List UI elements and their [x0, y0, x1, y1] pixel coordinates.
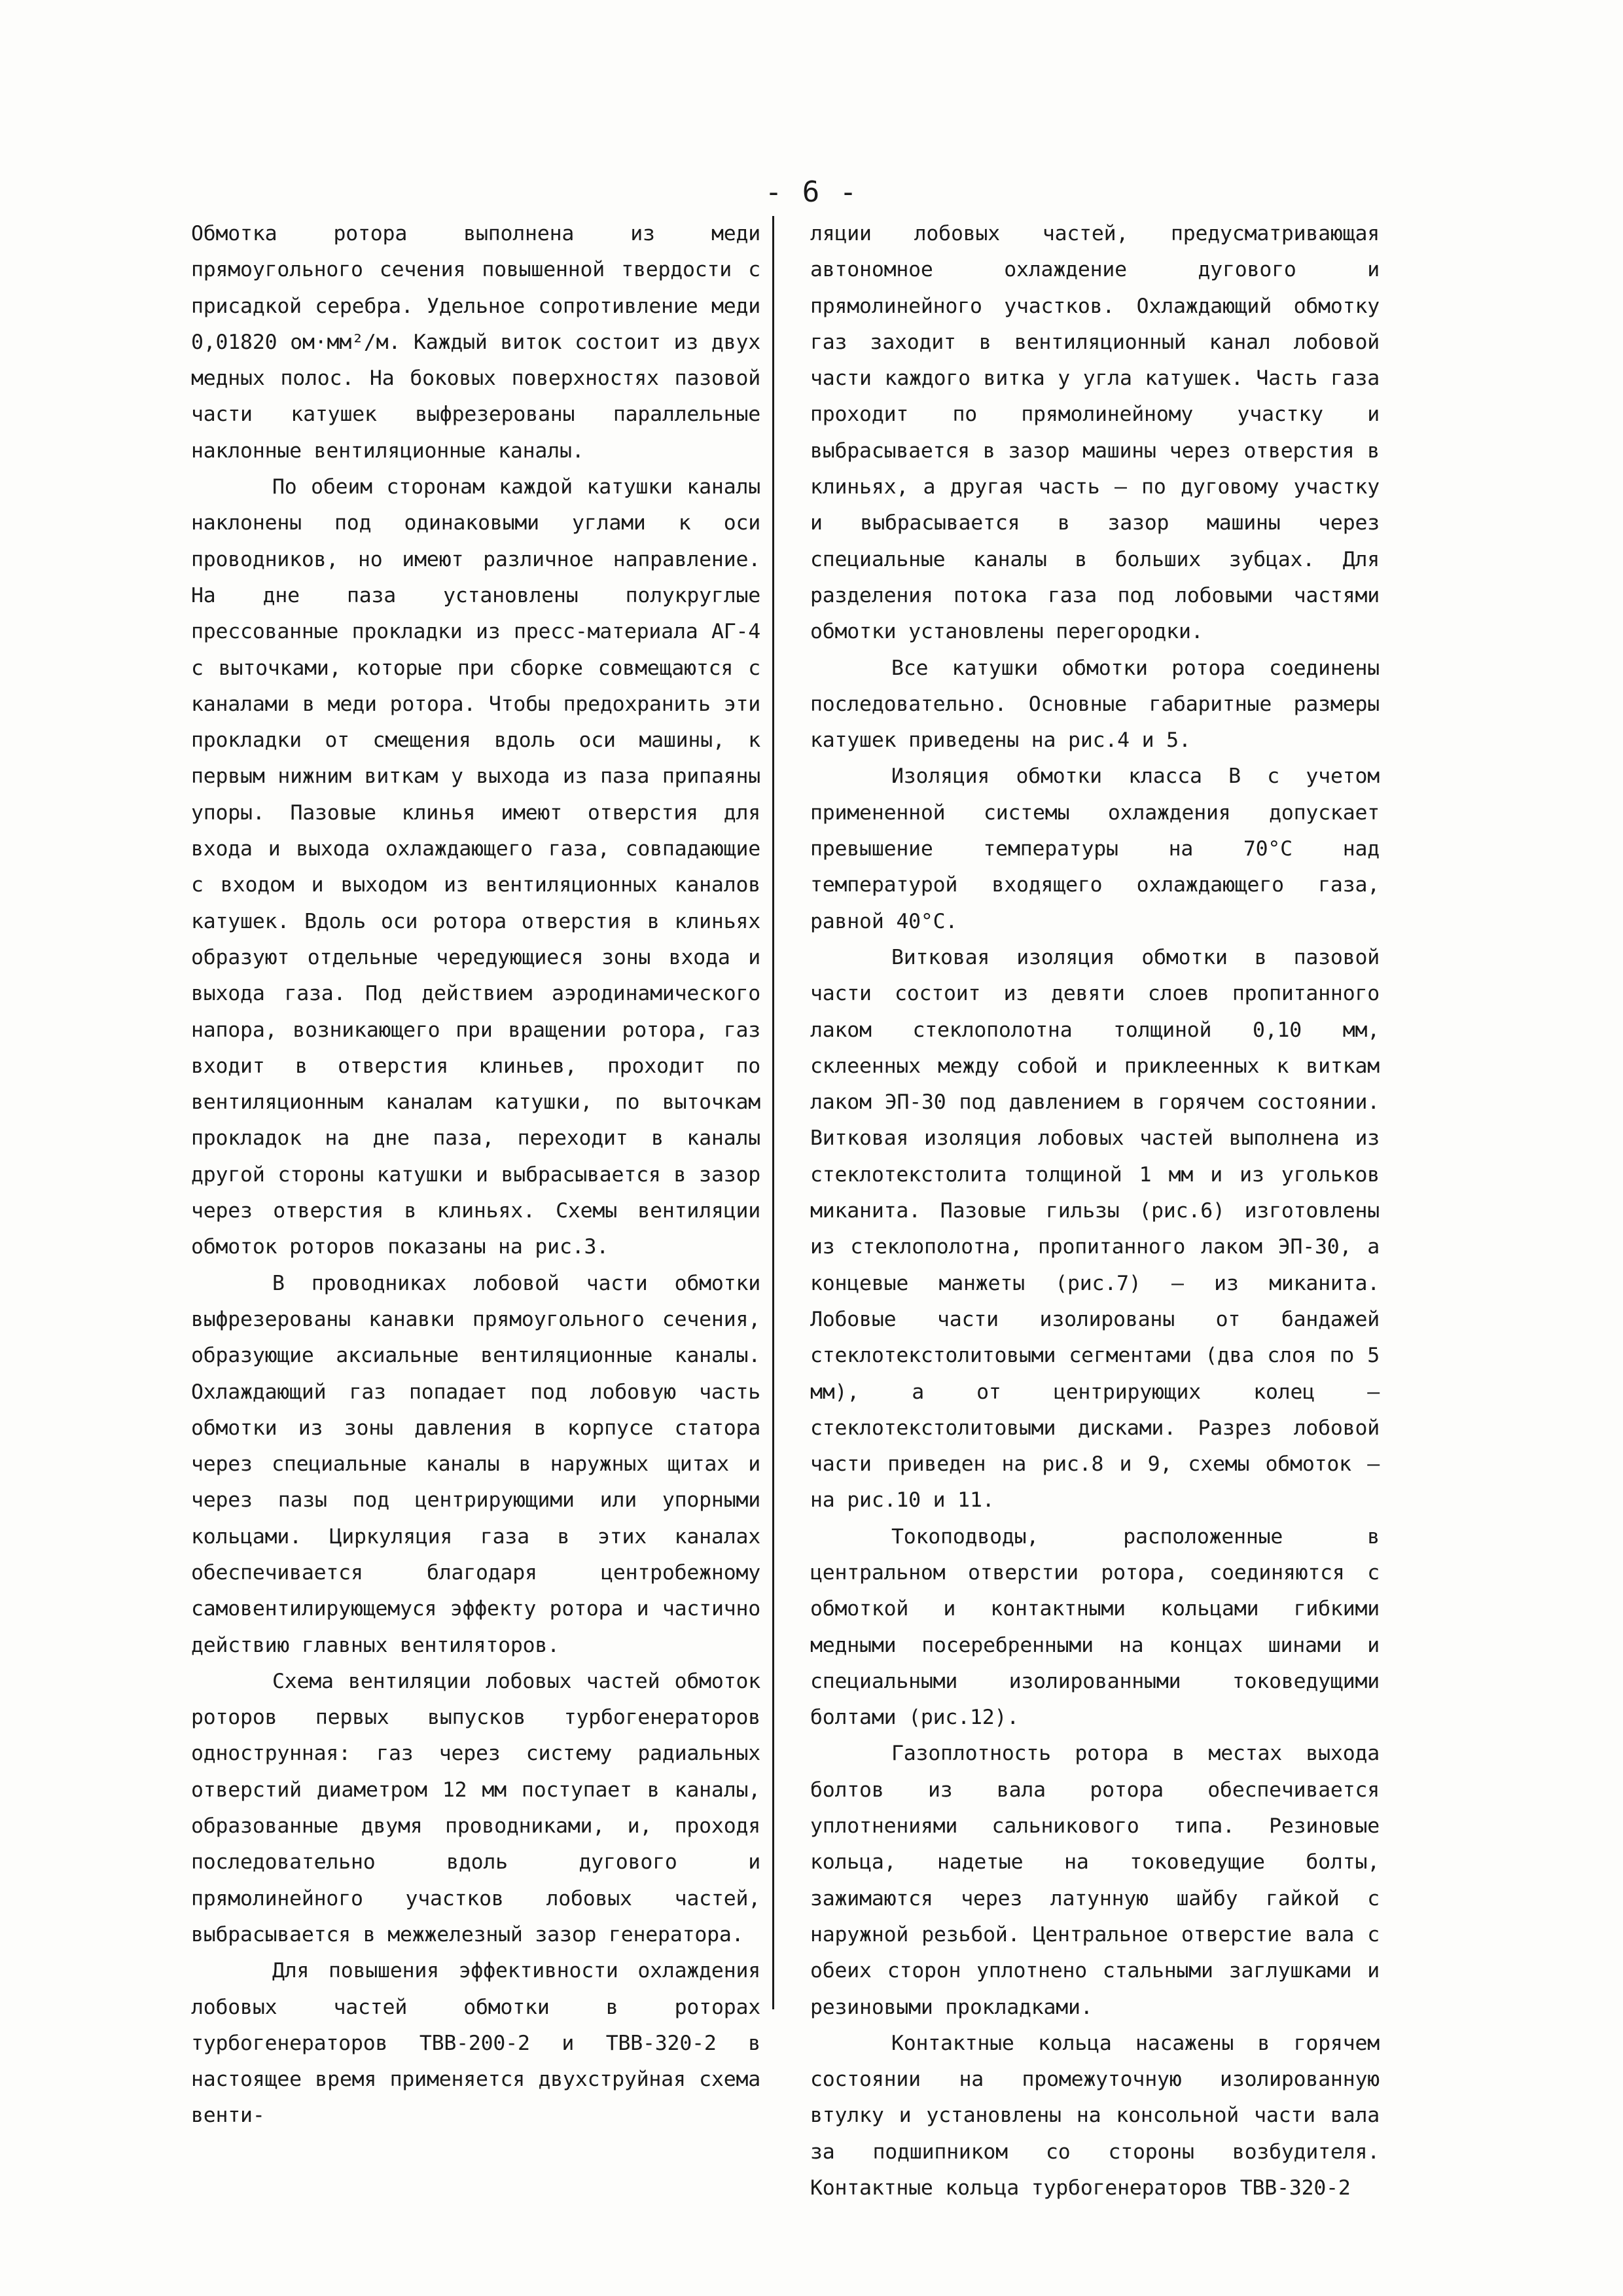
paragraph: Все катушки обмотки ротора соединены последовательно. Основные габаритные размеры катушек приведены на рис.4 и 5. [810, 656, 1380, 753]
right-column [810, 216, 1380, 2206]
paragraph: Изоляция обмотки класса В с учетом примененной системы охлаждения допускает превышение температуры на 70°С над температурой входящего охлаждающего газа, равной 40°С. [810, 764, 1380, 933]
paragraph: Газоплотность ротора в местах выхода болтов из вала ротора обеспечивается уплотнениями сальникового типа. Резиновые кольца, надетые на токоведущие болты, зажимаются через латунную шайбу гайкой с наружной резьбой. Центральное отверстие вала с обеих сторон уплотнено стальными заглушками и резиновыми прокладками. [810, 1742, 1380, 2019]
paragraph: По обеим сторонам каждой катушки каналы наклонены под одинаковыми углами к оси проводников, но имеют различное направление. На дне паза установлены полукруглые прессованные прокладки из пресс-материала АГ-4 с выточками, которые при сборке совмещаются с каналами в меди ротора. Чтобы предохранить эти прокладки от смещения вдоль оси машины, к первым нижним виткам у выхода из паза припаяны упоры. Пазовые клинья имеют отверстия для входа и выхода охлаждающего газа, совпадающие с входом и выходом из вентиляционных каналов катушек. Вдоль оси ротора отверстия в клиньях образуют отдельные чередующиеся зоны входа и выхода газа. Под действием аэродинамического напора, возникающего при вращении ротора, газ входит в отверстия клиньев, проходит по вентиляционным каналам катушки, по выточкам прокладок на дне паза, переходит в каналы другой стороны катушки и выбрасывается в зазор через отверстия в клиньях. Схемы вентиляции обмоток роторов показаны на рис.3. [191, 475, 760, 1259]
paragraph: Токоподводы, расположенные в центральном отверстии ротора, соединяются с обмоткой и контактными кольцами гибкими медными посеребренными на концах шинами и специальными изолированными токоведущими болтами (рис.12). [810, 1524, 1380, 1730]
paragraph: Витковая изоляция обмотки в пазовой части состоит из девяти слоев пропитанного лаком стеклополотна толщиной 0,10 мм, склеенных между собой и приклеенных к виткам лаком ЭП-30 под давлением в горячем состоянии. Витковая изоляция лобовых частей выполнена из стеклотекстолита толщиной 1 мм и из угольков миканита. Пазовые гильзы (рис.6) изготовлены из стеклополотна, пропитанного лаком ЭП-30, а концевые манжеты (рис.7) – из миканита. Лобовые части изолированы от бандажей стеклотекстолитовыми сегментами (два слоя по 5 мм), а от центрирующих колец – стеклотекстолитовыми дисками. Разрез лобовой части приведен на рис.8 и 9, схемы обмоток – на рис.10 и 11. [810, 945, 1380, 1513]
paragraph: В проводниках лобовой части обмотки выфрезерованы канавки прямоугольного сечения, образующие аксиальные вентиляционные каналы. Охлаждающий газ попадает под лобовую часть обмотки из зоны давления в корпусе статора через специальные каналы в наружных щитах и через пазы под центрирующими или упорными кольцами. Циркуляция газа в этих каналах обеспечивается благодаря центробежному самовентилирующемуся эффекту ротора и частично действию главных вентиляторов. [191, 1271, 760, 1657]
left-column [191, 216, 760, 2134]
paragraph: Схема вентиляции лобовых частей обмоток роторов первых выпусков турбогенераторов однострунная: газ через систему радиальных отверстий диаметром 12 мм поступает в каналы, образованные двумя проводниками, и, проходя последовательно вдоль дугового и прямолинейного участков лобовых частей, выбрасывается в межжелезный зазор генератора. [191, 1669, 760, 1946]
paragraph: Обмотка ротора выполнена из меди прямоугольного сечения повышенной твердости с присадкой серебра. Удельное сопротивление меди 0,01820 ом·мм²/м. Каждый виток состоит из двух медных полос. На боковых поверхностях пазовой части катушек выфрезерованы параллельные наклонные вентиляционные каналы. [191, 222, 760, 463]
paragraph: Для повышения эффективности охлаждения лобовых частей обмотки в роторах турбогенераторов ТВВ-200-2 и ТВВ-320-2 в настоящее время применяется двухструйная схема венти- [191, 1959, 760, 2128]
paragraph: Контактные кольца насажены в горячем состоянии на промежуточную изолированную втулку и установлены на консольной части вала за подшипником со стороны возбудителя. Контактные кольца турбогенераторов ТВВ-320-2 [810, 2031, 1380, 2200]
column-divider [772, 216, 774, 2009]
page-number: - 6 - [764, 175, 859, 209]
paragraph: ляции лобовых частей, предусматривающая автономное охлаждение дугового и прямолинейного участков. Охлаждающий обмотку газ заходит в вентиляционный канал лобовой части каждого витка у угла катушек. Часть газа проходит по прямолинейному участку и выбрасывается в зазор машины через отверстия в клиньях, а другая часть – по дуговому участку и выбрасывается в зазор машины через специальные каналы в больших зубцах. Для разделения потока газа под лобовыми частями обмотки установлены перегородки. [810, 222, 1380, 644]
